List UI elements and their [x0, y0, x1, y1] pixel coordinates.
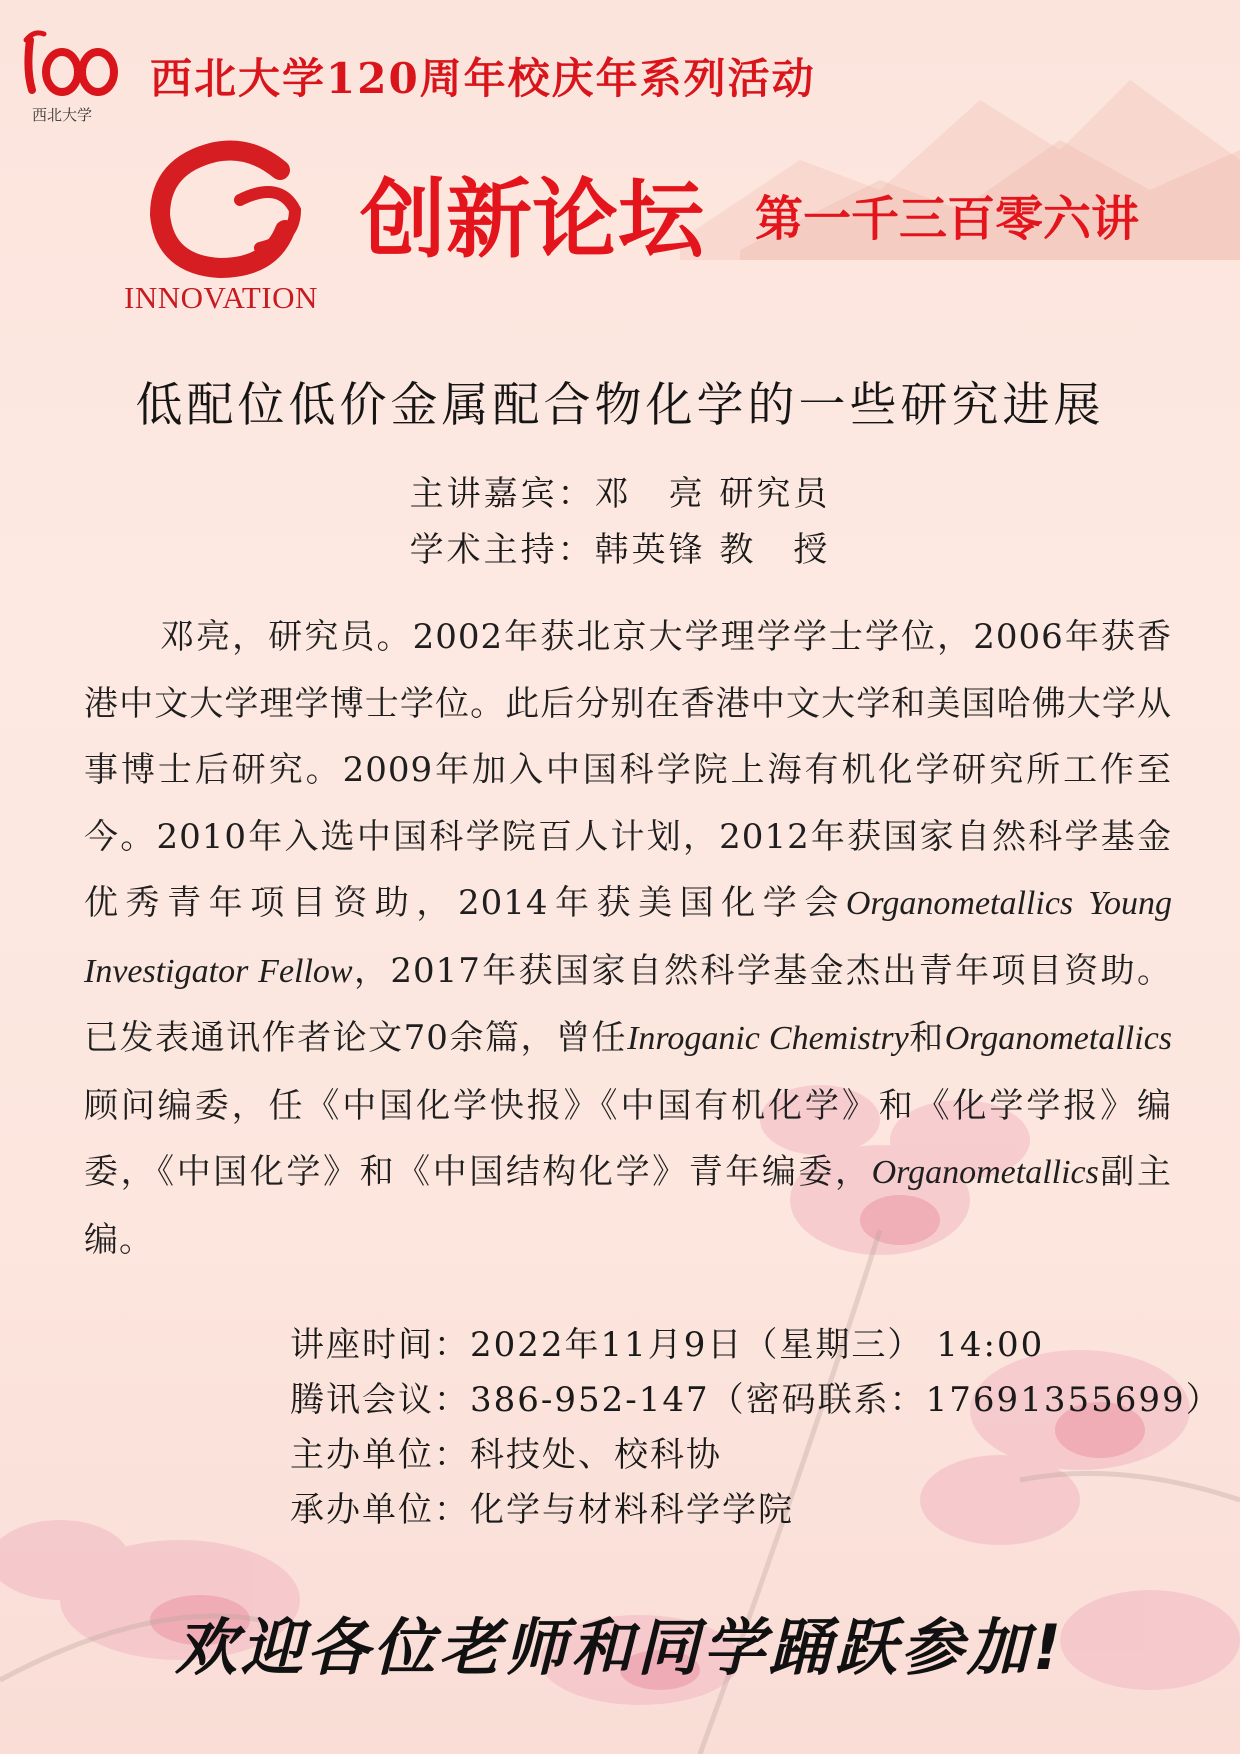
undertaker-value: 化学与材料科学学院 [470, 1490, 794, 1530]
lecture-time-value: 2022年11月9日（星期三） 14:00 [470, 1325, 1045, 1365]
bio-text-5: 副主编。 [84, 1152, 1173, 1260]
bio-journal-inorganic-chemistry: Inroganic Chemistry [627, 1020, 909, 1057]
anniversary-logo-caption: 西北大学 [32, 106, 93, 124]
tencent-meeting-row [290, 1373, 1222, 1428]
undertaker-row [290, 1483, 1222, 1538]
organizer-value: 科技处、校科协 [470, 1435, 722, 1475]
organizer-label: 主办单位： [290, 1435, 470, 1475]
bio-journal-organometallics-2: Organometallics [871, 1154, 1099, 1191]
bio-journal-organometallics: Organometallics [944, 1020, 1173, 1057]
event-info [290, 1318, 1222, 1538]
talk-title: 低配位低价金属配合物化学的一些研究进展 [135, 378, 1105, 433]
lecture-time-label: 讲座时间： [290, 1325, 470, 1365]
organizer-row [290, 1428, 1222, 1483]
tencent-meeting-label: 腾讯会议： [290, 1380, 470, 1420]
bio-text-4: 顾问编委，任《中国化学快报》《中国有机化学》和《化学学报》编委，《中国化学》和《中国结构化学》青年编委， [84, 1085, 1172, 1192]
lecture-number: 第一千三百零六讲 [755, 191, 1140, 247]
forum-name: 创新论坛 [360, 170, 704, 270]
bio-text-2: ，2017年获国家自然科学基金杰出青年项目资助。已发表通讯作者论文70余篇，曾任 [84, 950, 1172, 1058]
speaker-line: 主讲嘉宾：邓 亮 研究员 [409, 474, 831, 514]
bio-text-3: 和 [908, 1018, 945, 1058]
undertaker-label: 承办单位： [290, 1490, 470, 1530]
speaker-host-block [0, 466, 1240, 578]
welcome-slogan: 欢迎各位老师和同学踊跃参加! [174, 1611, 1066, 1684]
anniversary-120-logo [22, 20, 122, 132]
speaker-biography [84, 604, 1172, 1273]
tencent-meeting-value: 386-952-147（密码联系：17691355699） [470, 1380, 1222, 1420]
host-line: 学术主持：韩英锋 教 授 [409, 530, 831, 570]
lecture-time-row [290, 1318, 1222, 1373]
innovation-logo-text: INNOVATION [124, 280, 318, 315]
bio-journal-organometallics-fellow: Organometallics Young Investigator Fellow [84, 885, 1172, 990]
bio-text-1: 邓亮，研究员。2002年获北京大学理学学士学位，2006年获香港中文大学理学博士学位。此后分别在香港中文大学和美国哈佛大学从事博士后研究。2009年加入中国科学院上海有机化学研究所工作至今。2010年入选中国科学院百人计划，2012年获国家自然科学基金优秀青年项目资助，2014年获美国化学会 [84, 617, 1172, 923]
anniversary-title: 西北大学120周年校庆年系列活动 [150, 54, 816, 103]
innovation-swirl-icon [120, 140, 350, 280]
